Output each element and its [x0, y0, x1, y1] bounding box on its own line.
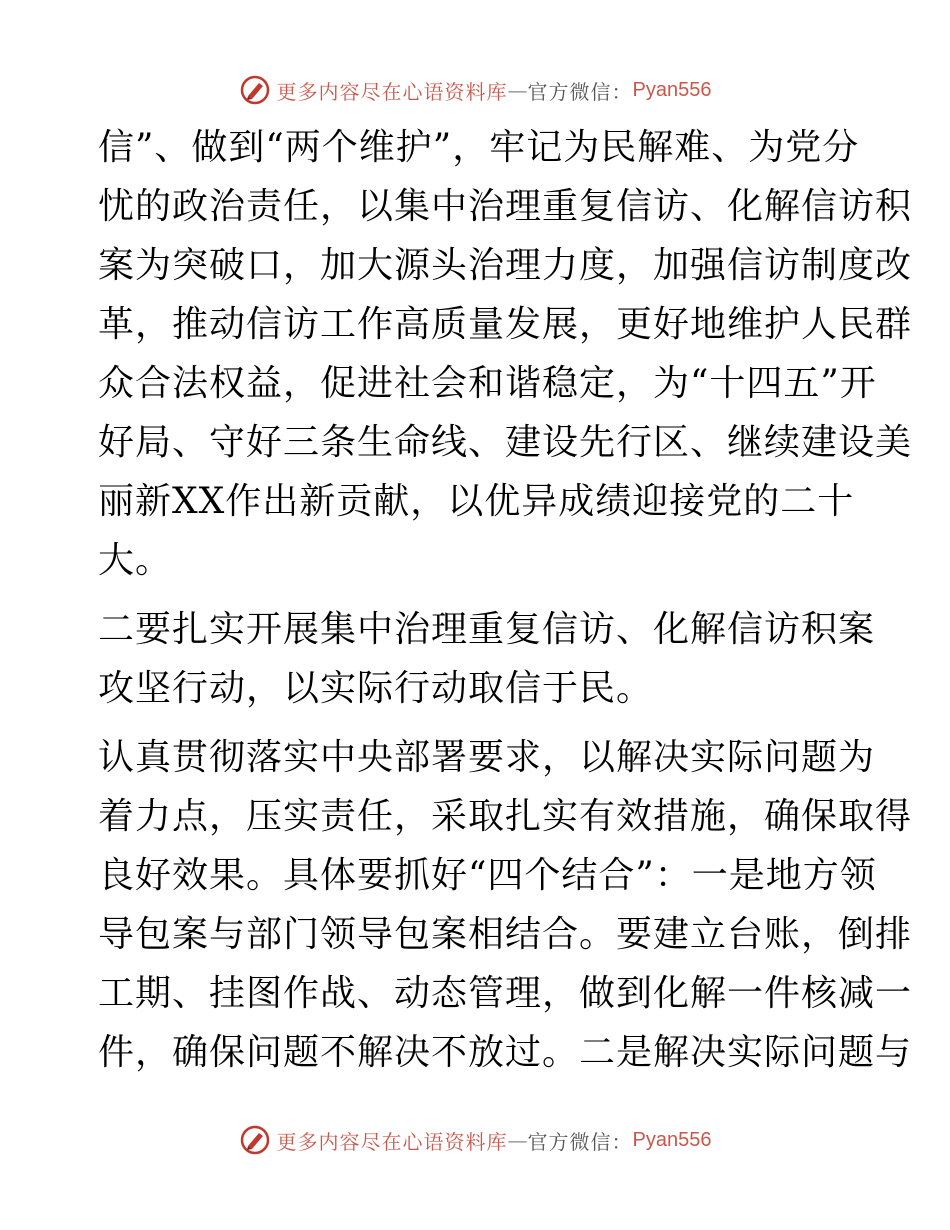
watermark-wechat-label: 官方微信： — [527, 1129, 633, 1154]
text-line: 好局、守好三条生命线、建设先行区、继续建设美 — [98, 422, 913, 463]
text-line: 众合法权益，促进社会和谐稳定，为“十四五”开 — [98, 363, 877, 404]
text-line: 认真贯彻落实中央部署要求，以解决实际问题为 — [98, 737, 876, 778]
watermark-dash: — — [507, 1128, 528, 1152]
watermark-wechat-id: Pyan556 — [632, 1128, 712, 1151]
text-line: 信”、做到“两个维护”，牢记为民解难、为党分 — [98, 127, 860, 168]
paragraph-gap — [98, 718, 858, 728]
watermark-dash: — — [507, 78, 528, 102]
text-line: 导包案与部门领导包案相结合。要建立台账，倒排 — [98, 914, 913, 955]
header-watermark — [0, 70, 950, 110]
paragraph-1 — [98, 118, 913, 590]
text-line: 二要扎实开展集中治理重复信访、化解信访积案 — [98, 609, 876, 650]
watermark-wechat-id: Pyan556 — [632, 78, 712, 101]
text-line: 忧的政治责任，以集中治理重复信访、化解信访积 — [98, 186, 913, 227]
text-line: 工期、挂图作战、动态管理，做到化解一件核减一 — [98, 973, 913, 1014]
paragraph-gap — [98, 590, 858, 600]
text-line: 丽新XX作出新贡献，以优异成绩迎接党的二十 — [98, 481, 855, 522]
watermark-wechat-label: 官方微信： — [527, 79, 633, 104]
text-line: 案为突破口，加大源头治理力度，加强信访制度改 — [98, 245, 913, 286]
watermark-site-name: 更多内容尽在心语资料库 — [276, 1129, 508, 1154]
text-line: 革，推动信访工作高质量发展，更好地维护人民群 — [98, 304, 913, 345]
paragraph-2 — [98, 600, 876, 718]
watermark-site-name: 更多内容尽在心语资料库 — [276, 79, 508, 104]
footer-watermark — [0, 1120, 950, 1160]
text-line: 着力点，压实责任，采取扎实有效措施，确保取得 — [98, 796, 913, 837]
text-line: 件，确保问题不解决不放过。二是解决实际问题与 — [98, 1032, 913, 1073]
pen-logo-icon — [239, 74, 271, 106]
text-line: 大。 — [98, 540, 173, 581]
paragraph-3 — [98, 728, 913, 1082]
text-line: 攻坚行动，以实际行动取信于民。 — [98, 668, 654, 709]
pen-logo-icon — [239, 1124, 271, 1156]
text-line: 良好效果。具体要抓好“四个结合”：一是地方领 — [98, 855, 877, 896]
document-body — [98, 118, 913, 1082]
